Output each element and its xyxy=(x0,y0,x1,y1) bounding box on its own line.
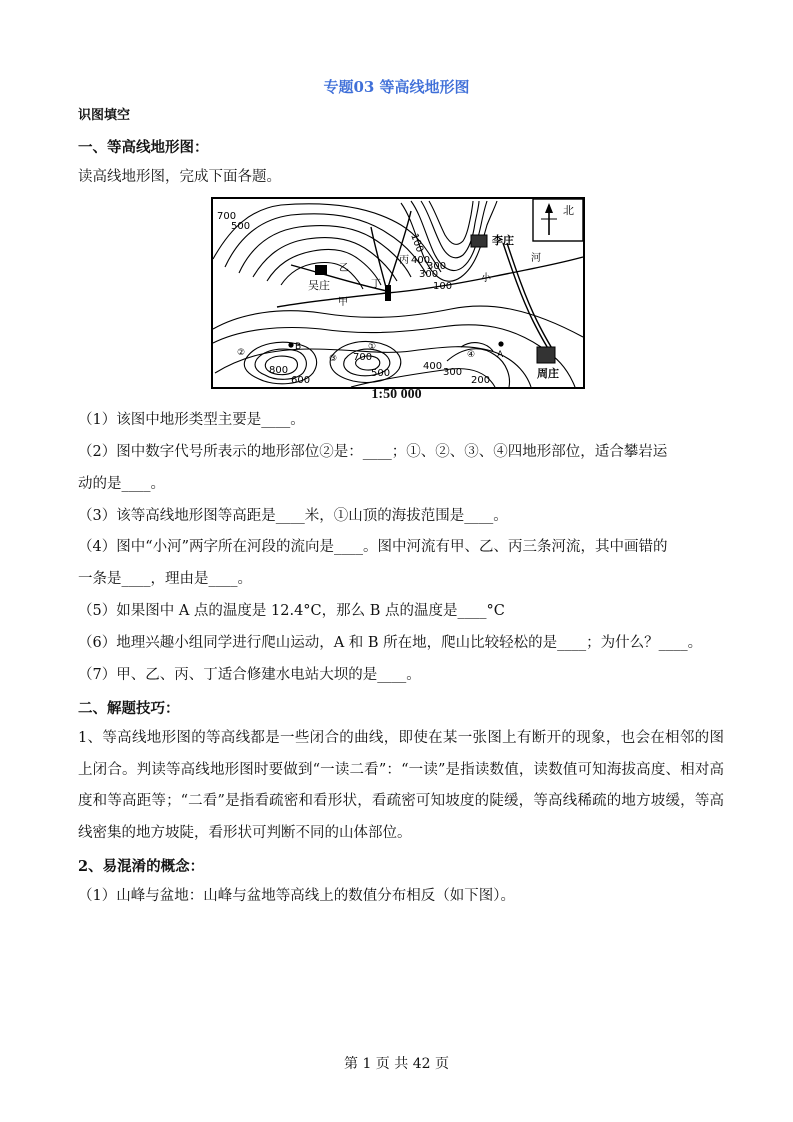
marker-1: ① xyxy=(368,342,377,352)
contour-label: 500 xyxy=(371,368,391,379)
zhouzhuang-label: 周庄 xyxy=(537,367,559,380)
section1-intro: 读高线地形图，完成下面各题。 xyxy=(78,169,281,185)
page-footer: 第 1 页 共 42 页 xyxy=(344,1056,449,1072)
point-a-dot xyxy=(498,341,503,346)
question-5: （5）如果图中 A 点的温度是 12.4°C，那么 B 点的温度是____°C xyxy=(78,603,505,619)
contour-label: 100 xyxy=(433,281,453,292)
lizhuang-marker xyxy=(471,235,487,247)
marker-2: ② xyxy=(237,348,246,358)
contour-label: 400 xyxy=(411,255,431,266)
contour-label: 800 xyxy=(269,365,289,376)
point-b-dot xyxy=(288,342,293,347)
river-name-1: 小 xyxy=(481,273,491,284)
river-bing-label: 丙 xyxy=(399,255,409,266)
contour-label: 700 xyxy=(217,211,237,222)
wuzhuang-marker xyxy=(315,265,327,275)
section2-paragraph: 1、等高线地形图的等高线都是一些闭合的曲线，即使在某一张图上有断开的现象，也会在相邻的图上闭合。判读等高线地形图时要做到“一读二看”：“一读”是指读数值，读数值可知海拔高度、相对高度和等高距等；“二看”是指看疏密和看形状，看疏密可知坡度的陡缓，等高线稀疏的地方坡缓，等高线密集的地方坡陡，看形状可判断不同的山体部位。 xyxy=(78,730,724,841)
question-4: （4）图中“小河”两字所在河段的流向是____。图中河流有甲、乙、丙三条河流，其中画错的 xyxy=(78,539,668,555)
question-2-cont: 动的是____。 xyxy=(78,476,165,492)
contour-label: 400 xyxy=(423,361,443,372)
dam-ding-marker xyxy=(385,285,391,301)
north-arrow xyxy=(533,199,583,241)
map-frame xyxy=(212,198,584,388)
section2-heading: 二、解题技巧： xyxy=(78,700,180,717)
section2-subheading: 2、易混淆的概念： xyxy=(78,858,205,875)
question-2: （2）图中数字代号所表示的地形部位②是：____；①、②、③、④四地形部位，适合攀岩运 xyxy=(78,444,668,460)
wuzhuang-label: 吴庄 xyxy=(308,279,330,292)
question-7: （7）甲、乙、丙、丁适合修建水电站大坝的是____。 xyxy=(78,667,421,683)
contour-label: 300 xyxy=(427,261,447,272)
section2-subitem: （1）山峰与盆地：山峰与盆地等高线上的数值分布相反（如下图）。 xyxy=(78,888,515,904)
marker-3: ③ xyxy=(329,354,338,364)
page-title: 专题03 等高线地形图 xyxy=(323,78,470,96)
contour-map xyxy=(211,197,585,389)
zhouzhuang-marker xyxy=(537,347,555,363)
contour-label: 700 xyxy=(353,352,373,363)
subtitle: 识图填空 xyxy=(78,108,131,123)
lizhuang-label: 李庄 xyxy=(492,234,514,247)
contour-label: 300 xyxy=(443,367,463,378)
contour-label: 200 xyxy=(471,375,491,386)
contour-label: 300 xyxy=(419,269,439,280)
river-name-2: 河 xyxy=(531,253,541,264)
contour-label: 600 xyxy=(291,375,311,386)
north-label: 北 xyxy=(563,204,574,217)
contour-label: 100 xyxy=(408,232,426,254)
map-scale: 1:50 000 xyxy=(371,387,422,402)
river-ding-label: 丁 xyxy=(371,279,381,290)
point-b-label: B xyxy=(295,342,302,352)
point-a-label: A xyxy=(497,350,504,360)
question-1: （1）该图中地形类型主要是____。 xyxy=(78,412,305,428)
question-4-cont: 一条是____，理由是____。 xyxy=(78,571,252,587)
question-3: （3）该等高线地形图等高距是____米，①山顶的海拔范围是____。 xyxy=(78,508,508,524)
river-yi-label: 乙 xyxy=(339,263,349,274)
river-jia-label: 甲 xyxy=(338,297,348,308)
section1-heading: 一、等高线地形图： xyxy=(78,139,209,156)
question-6: （6）地理兴趣小组同学进行爬山运动，A 和 B 所在地，爬山比较轻松的是____；为什么？____。 xyxy=(78,635,703,651)
marker-4: ④ xyxy=(467,350,476,360)
contour-label: 500 xyxy=(231,221,251,232)
